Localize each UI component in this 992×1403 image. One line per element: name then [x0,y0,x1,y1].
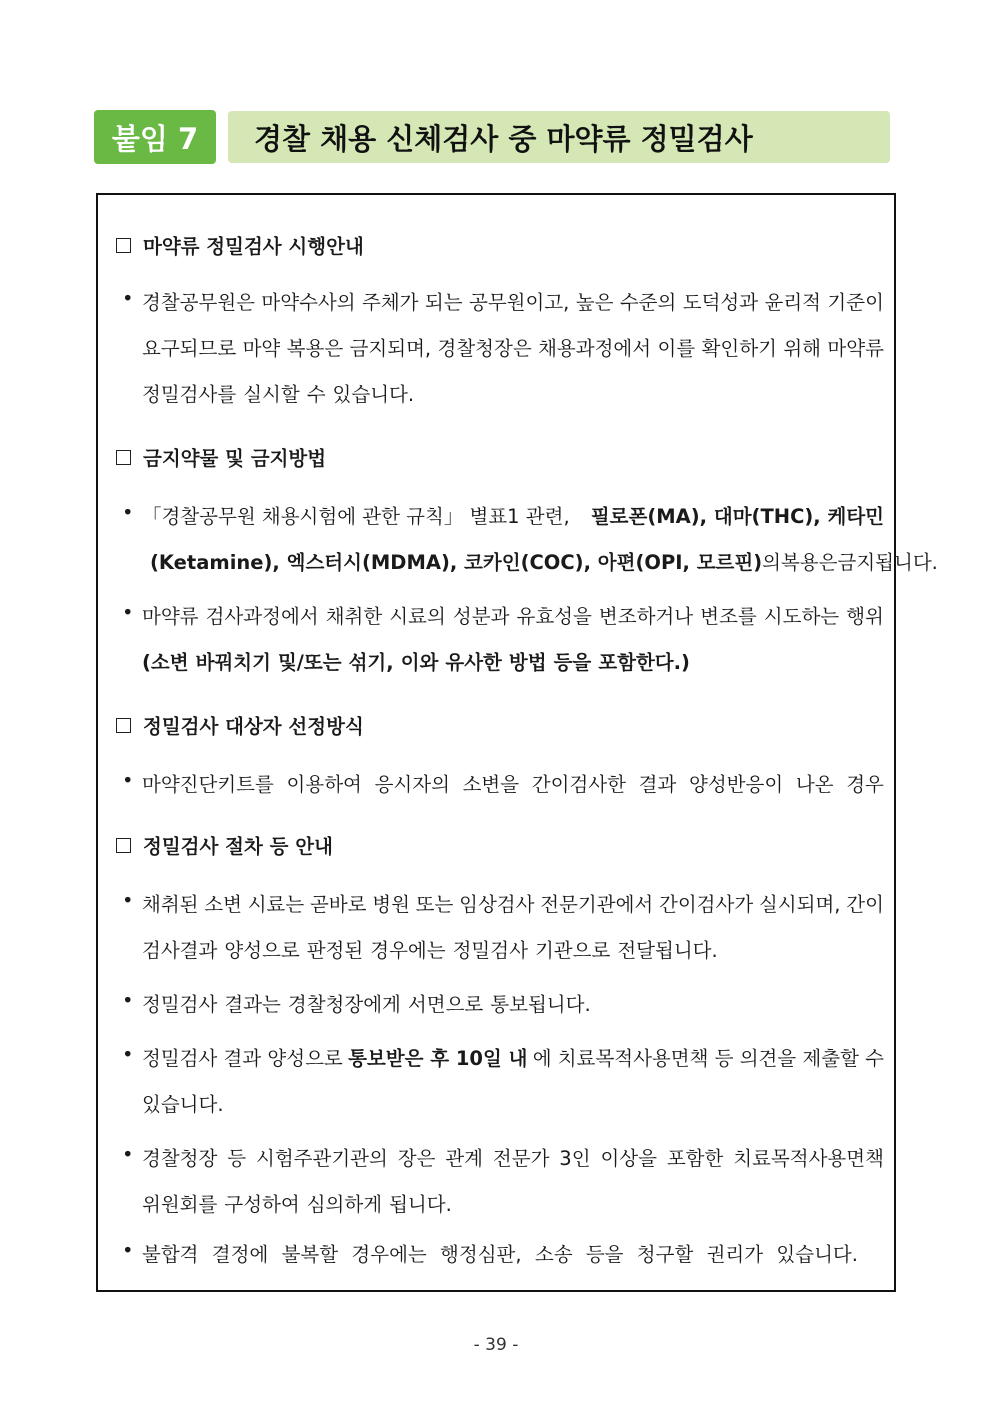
bullet-dot-icon: • [122,889,134,912]
word: 금지되며, [349,337,432,360]
word: 마약류 [142,605,199,628]
bullet-item [122,287,884,407]
word: 관계 [445,1147,483,1170]
checkbox-square-icon [116,838,131,853]
text-line [142,889,884,917]
word: 또는 [415,893,454,916]
bullet-dot-icon: • [122,1043,134,1066]
word: 성분과 [452,605,510,628]
word: 복용은 [780,551,838,574]
word: 등 [227,1147,247,1170]
text-line [142,287,884,315]
word: 시료는 [247,893,305,916]
word: 권리가 [706,1243,764,1266]
word: 결과 [638,773,677,796]
word: 복용은 [286,337,344,360]
word: 기준이 [827,291,884,314]
word: 경우 [846,773,884,796]
word: 장은 [397,1147,436,1170]
word: 채용과정에서 [538,337,652,360]
word: 마약진단키트를 [142,773,274,796]
page-title: 경찰 채용 신체검사 중 마약류 정밀검사 [228,111,890,163]
word: 간이 [846,893,884,916]
bullet-dot-icon: • [122,1143,134,1166]
word: 이를 [657,337,696,360]
word: 의 [762,551,781,574]
bullet-dot-icon: • [122,1239,134,1262]
word: 마약 [242,337,281,360]
text-line [142,647,884,675]
word: 바꿔치기 [195,651,271,674]
attachment-tag: 붙임 7 [94,110,216,164]
word: 전문기관에서 [540,893,654,916]
text-line [142,935,884,963]
word: 서면으로 [407,993,484,1016]
word: 시도하는 [763,605,840,628]
word: 방법 [508,651,547,674]
word: 경찰청장 [142,1147,218,1170]
word: 및/또는 [277,651,342,674]
content-box [96,193,938,1292]
word: 소변 [204,893,242,916]
word: 판정된 [306,939,364,962]
word: 유사한 [445,651,502,674]
word: 행정심판, [440,1243,522,1266]
text-line [142,379,884,407]
word: 간이검사한 [531,773,626,796]
word: (소변 [142,651,189,674]
word: 이용하여 [286,773,362,796]
word: 확인하기 [701,337,777,360]
word: 정밀검사를 [142,383,237,406]
word: 결과는 [224,993,281,1016]
word: 있습니다. [776,1243,858,1266]
section-heading-procedure: 정밀검사 절차 등 안내 [116,831,333,859]
bullet-dot-icon: • [122,601,134,624]
word: 도덕성과 [682,291,759,314]
word: 경찰청장은 [437,337,532,360]
text-line [142,601,884,629]
word: 있습니다. [332,383,415,406]
word: 실시되며, [758,893,841,916]
word: 불복할 [281,1243,339,1266]
word: 병원 [372,893,410,916]
text-line [142,769,884,797]
word: 정밀검사 [452,939,528,962]
word: 검사과정에서 [205,605,319,628]
word: 변조를 [700,605,757,628]
bullet-item [122,601,884,674]
bullet-item [122,769,884,799]
word: 심의하게 [306,1193,383,1216]
word: 청구할 [636,1243,694,1266]
word: 정밀검사 [142,993,218,1016]
text-line [142,1189,884,1217]
word: 간이검사가 [659,893,754,916]
word: 전달됩니다. [617,939,718,962]
word: 소송 [534,1243,573,1266]
bullet-item [122,1043,884,1116]
word: 이와 [400,651,439,674]
word: 시료의 [389,605,446,628]
word: 되는 [424,291,463,314]
page-number: - 39 - [473,1335,519,1355]
bullet-item [122,989,884,1019]
text-line [142,989,884,1017]
word: 채취한 [325,605,383,628]
bullet-dot-icon: • [122,769,134,792]
bullet-item [122,1143,884,1216]
word: 주체가 [362,291,419,314]
text-line: 「경찰공무원 채용시험에 관한 규칙」 별표1 관련, 필로폰(MA), 대마(THC), 케타민 [142,505,884,528]
word: 경우에는 [351,1243,427,1266]
word: 섞기, [348,651,394,674]
word: 등을 [553,651,592,674]
section-heading-prohibited: 금지약물 및 금지방법 [116,443,326,471]
word: 불합격 [142,1243,199,1266]
text-line [142,1239,858,1267]
bullet-dot-icon: • [122,501,134,524]
word: 나온 [795,773,834,796]
word: 등을 [585,1243,624,1266]
word: 경찰공무원은 [142,291,256,314]
word: 변조하거나 [598,605,694,628]
bullet-dot-icon: • [122,989,134,1012]
attachment-header [94,110,890,164]
word: 기관으로 [534,939,611,962]
text-line: (Ketamine), 엑스터시(MDMA), 코카인(COC), 아편(OPI, 모르핀) 의 복용은 금지됩니다. [150,547,884,575]
word: 요구되므로 [142,337,237,360]
word: 경찰청장에게 [287,993,401,1016]
checkbox-square-icon [116,238,131,253]
text-line [142,333,884,361]
word: 마약수사의 [261,291,356,314]
word: 마약류 [827,337,884,360]
word: 양성으로 [224,939,300,962]
word: 있습니다. [142,1093,224,1116]
word: 높은 [575,291,614,314]
word: 됩니다. [389,1193,452,1216]
word: 치료목적사용면책 [733,1147,884,1170]
text-line [142,1143,884,1171]
word: 검사결과 [142,939,218,962]
word: 임상검사 [459,893,535,916]
word: 위원회를 [142,1193,218,1216]
section-heading-selection: 정밀검사 대상자 선정방식 [116,711,364,739]
word: 양성반응이 [689,773,784,796]
text-line [142,1089,884,1117]
word: 행위 [846,605,884,628]
text-line: 정밀검사 결과 양성으로 통보받은 후 10일 내 에 치료목적사용면책 등 의견을 제출할 수 [142,1047,884,1070]
word: 금지됩니다. [837,551,938,574]
word: 채취된 [142,893,199,916]
word: 포함한다.) [598,651,690,674]
word: 3인 [559,1147,591,1170]
checkbox-square-icon [116,718,131,733]
word: 결정에 [211,1243,269,1266]
word: 위해 [783,337,822,360]
word: 응시자의 [374,773,450,796]
word: 경우에는 [370,939,446,962]
word: 소변을 [462,773,520,796]
word: 유효성을 [516,605,592,628]
word: 실시할 [243,383,300,406]
word: 전문가 [492,1147,550,1170]
word: 수준의 [619,291,677,314]
word: 포함한 [666,1147,724,1170]
word: 윤리적 [764,291,822,314]
bullet-dot-icon: • [122,287,134,310]
section-heading-notice: 마약류 정밀검사 시행안내 [116,231,364,259]
word: 시험주관기관의 [255,1147,388,1170]
word: 곧바로 [309,893,367,916]
word: 공무원이고, [468,291,570,314]
bullet-item [122,889,884,962]
word: 이상을 [600,1147,657,1170]
bullet-item [122,501,938,574]
word: 구성하여 [224,1193,300,1216]
word: 통보됩니다. [490,993,591,1016]
bullet-item [122,1239,884,1269]
word: 수 [306,383,326,406]
checkbox-square-icon [116,450,131,465]
